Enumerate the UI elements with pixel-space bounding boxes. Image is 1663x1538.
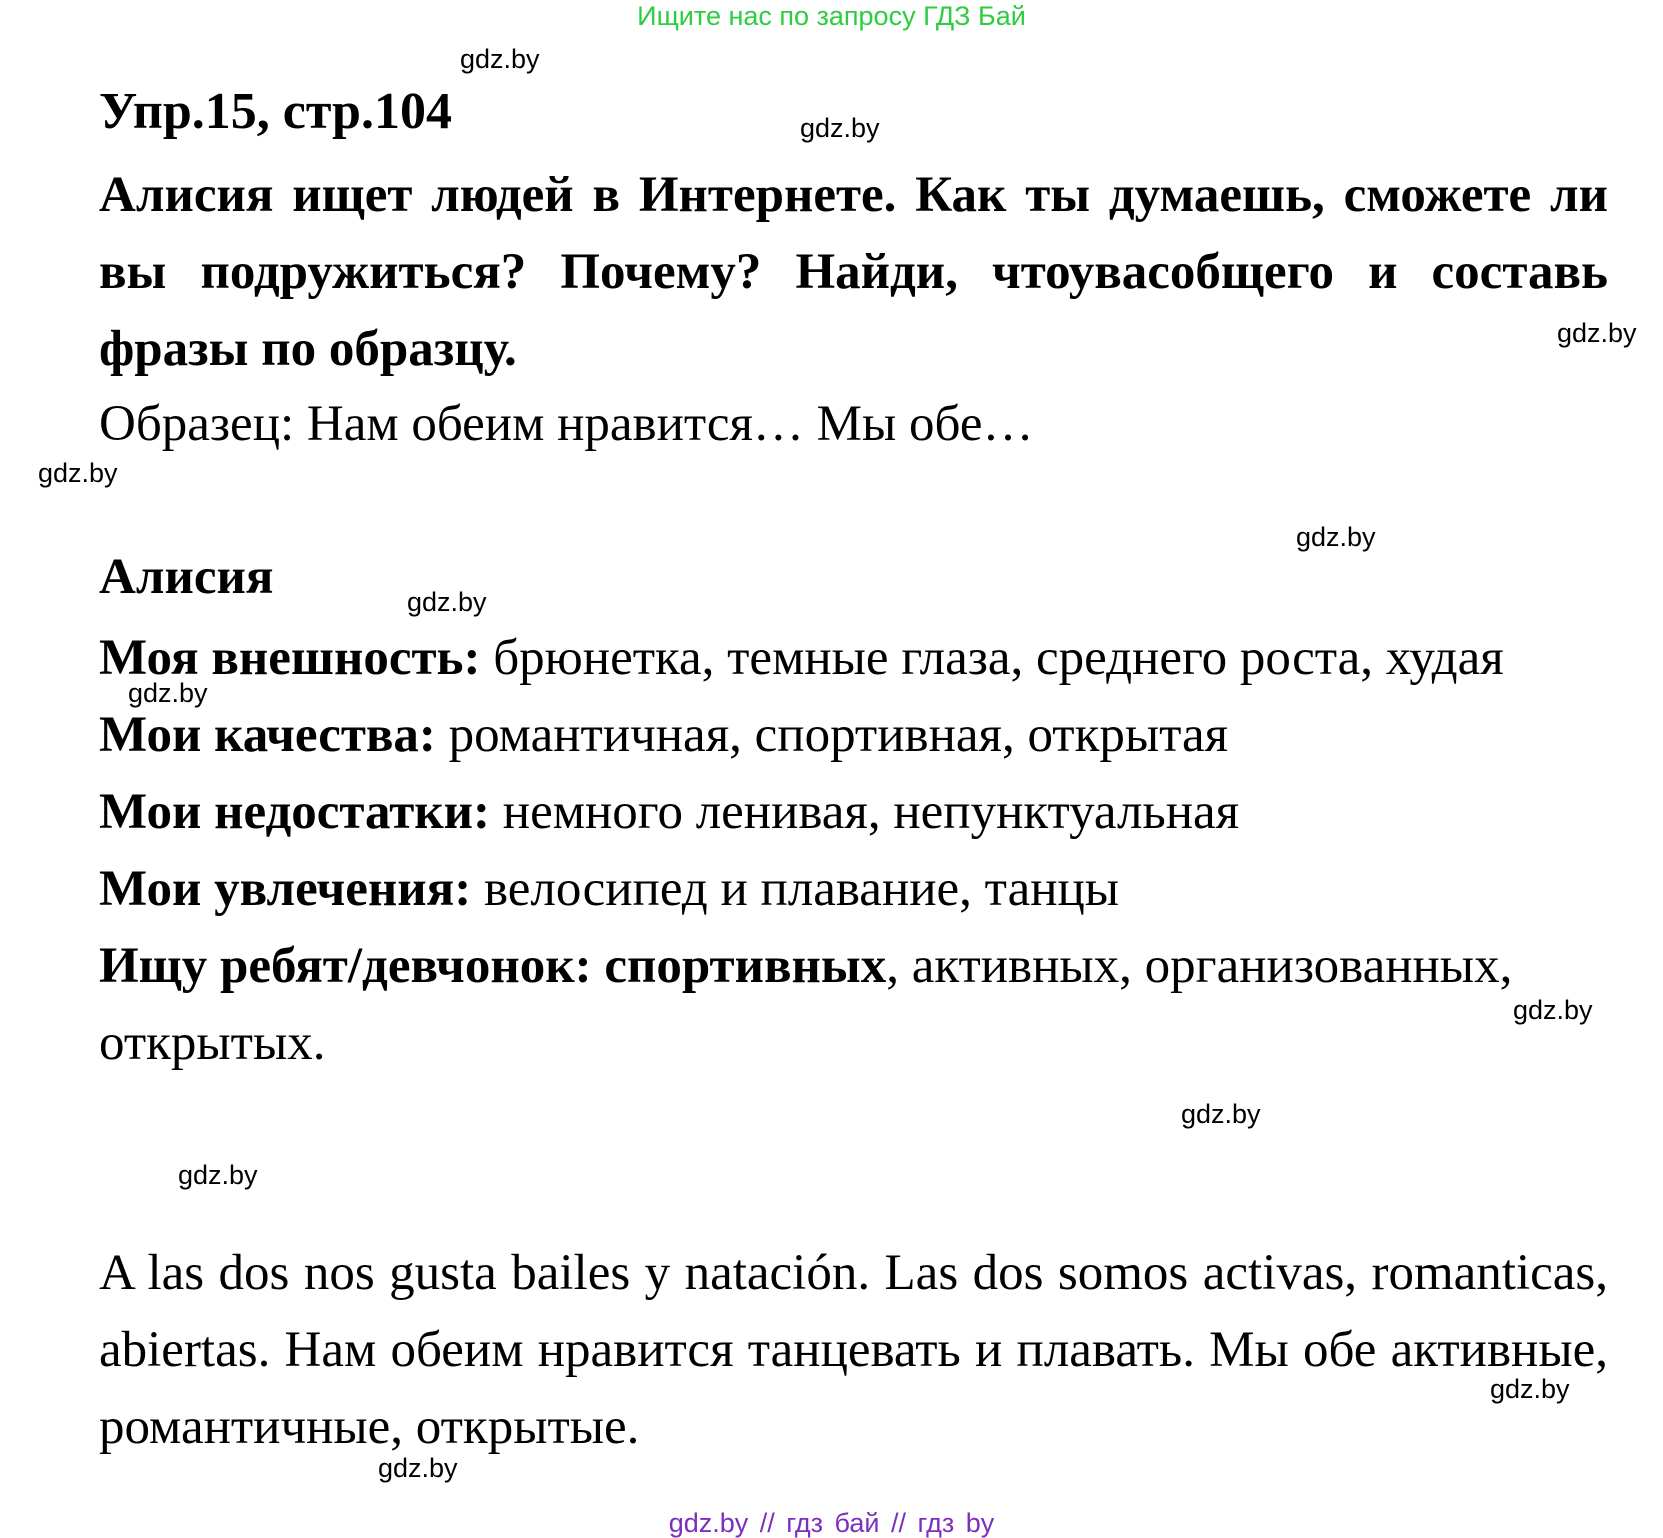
profile-name: Алисия xyxy=(99,549,274,605)
profile-label: Моя внешность: xyxy=(99,630,481,686)
watermark: gdz.by xyxy=(378,1453,458,1483)
profile-label: Мои увлечения: xyxy=(99,861,472,917)
profile-value: велосипед и плавание, танцы xyxy=(471,861,1120,917)
profile-row-looking-for xyxy=(99,928,1619,1082)
watermark: gdz.by xyxy=(178,1160,258,1190)
profile-row-appearance xyxy=(99,620,1619,697)
profile-value: , активных, организованных, открытых. xyxy=(99,938,1513,1071)
profile-value: романтичная, спортивная, открытая xyxy=(435,707,1229,763)
watermark: gdz.by xyxy=(1181,1099,1261,1129)
sample-phrase: Образец: Нам обеим нравится… Мы обе… xyxy=(99,396,1034,452)
watermark: gdz.by xyxy=(800,113,880,143)
profile-label: Мои недостатки: xyxy=(99,784,491,840)
answer-text: A las dos nos gusta bailes y natación. Las dos somos activas, romanticas, abiertas. Нам обеим нравится танцевать и плавать. Мы обе активные, романтичные, открытые. xyxy=(99,1245,1608,1455)
watermark: gdz.by xyxy=(460,44,540,74)
watermark: gdz.by xyxy=(1296,522,1376,552)
watermark: gdz.by xyxy=(1513,995,1593,1025)
profile-row-flaws xyxy=(99,774,1619,851)
top-banner: Ищите нас по запросу ГДЗ Бай xyxy=(637,1,1026,31)
profile-label: Мои качества: xyxy=(99,707,436,763)
profile-value: брюнетка, темные глаза, среднего роста, худая xyxy=(480,630,1504,686)
watermark: gdz.by xyxy=(38,458,118,488)
watermark: gdz.by xyxy=(128,678,208,708)
profile-label: Ищу ребят/девчонок: спортивных xyxy=(99,938,887,994)
profile-value: немного ленивая, непунктуальная xyxy=(490,784,1240,840)
exercise-title: Упр.15, стр.104 xyxy=(99,83,452,140)
footer-links: gdz.by // гдз бай // гдз by xyxy=(668,1508,995,1538)
profile-row-qualities xyxy=(99,697,1619,774)
watermark: gdz.by xyxy=(407,587,487,617)
profile-row-hobbies xyxy=(99,851,1619,928)
watermark: gdz.by xyxy=(1557,318,1637,348)
profile-card xyxy=(99,620,1619,1082)
exercise-task: Алисия ищет людей в Интернете. Как ты думаешь, сможете ли вы подружиться? Почему? Найди, чтоувасобщего и составь фразы по образцу. xyxy=(99,167,1608,377)
watermark: gdz.by xyxy=(1490,1374,1570,1404)
